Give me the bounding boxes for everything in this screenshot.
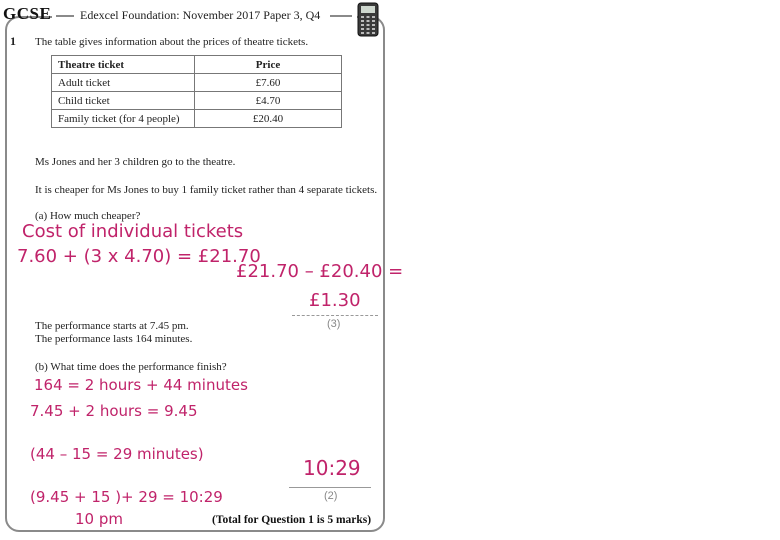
ticket-price: £4.70 [195,92,342,110]
question-number: 1 [10,34,16,48]
working-line: (44 – 15 = 29 minutes) [30,445,204,463]
working-line: 10 pm [75,510,123,528]
ticket-type: Adult ticket [52,74,195,92]
prices-table [51,55,342,128]
header-divider [56,15,74,17]
marks-label: (2) [324,490,338,502]
question-intro: The table gives information about the prices of theatre tickets. [35,36,309,48]
part-a-prompt: (a) How much cheaper? [35,210,141,222]
ticket-price: £7.60 [195,74,342,92]
working-line: 7.45 + 2 hours = 9.45 [30,402,198,420]
calculator-icon [357,2,379,37]
answer-line: 10:29 [303,456,361,480]
ticket-type: Child ticket [52,92,195,110]
working-line: 7.60 + (3 x 4.70) = £21.70 [17,246,261,267]
context-text: Ms Jones and her 3 children go to the theatre. [35,156,236,168]
table-header: Theatre ticket [52,56,195,74]
part-b-prompt: (b) What time does the performance finish? [35,361,227,373]
context-text: The performance lasts 164 minutes. [35,333,193,345]
gcse-logo: GCSE [3,4,52,23]
table-row [52,74,342,92]
table-row [52,92,342,110]
table-header-row [52,56,342,74]
working-line: (9.45 + 15 )+ 29 = 10:29 [30,488,223,506]
answer-line: £1.30 [309,290,361,311]
marks-label: (3) [327,318,341,330]
working-line: 164 = 2 hours + 44 minutes [34,376,248,394]
working-line: Cost of individual tickets [22,221,244,242]
context-text: The performance starts at 7.45 pm. [35,320,189,332]
answer-line: £21.70 – £20.40 = [236,261,404,282]
ticket-price: £20.40 [195,110,342,128]
header-divider [330,15,352,17]
ticket-type: Family ticket (for 4 people) [52,110,195,128]
context-text: It is cheaper for Ms Jones to buy 1 family ticket rather than 4 separate tickets. [35,184,378,196]
table-header: Price [195,56,342,74]
total-marks: (Total for Question 1 is 5 marks) [212,514,372,526]
answer-line-rule [289,487,371,488]
table-row [52,110,342,128]
answer-line-rule [292,315,378,316]
paper-source: Edexcel Foundation: November 2017 Paper 3, Q4 [80,8,321,22]
